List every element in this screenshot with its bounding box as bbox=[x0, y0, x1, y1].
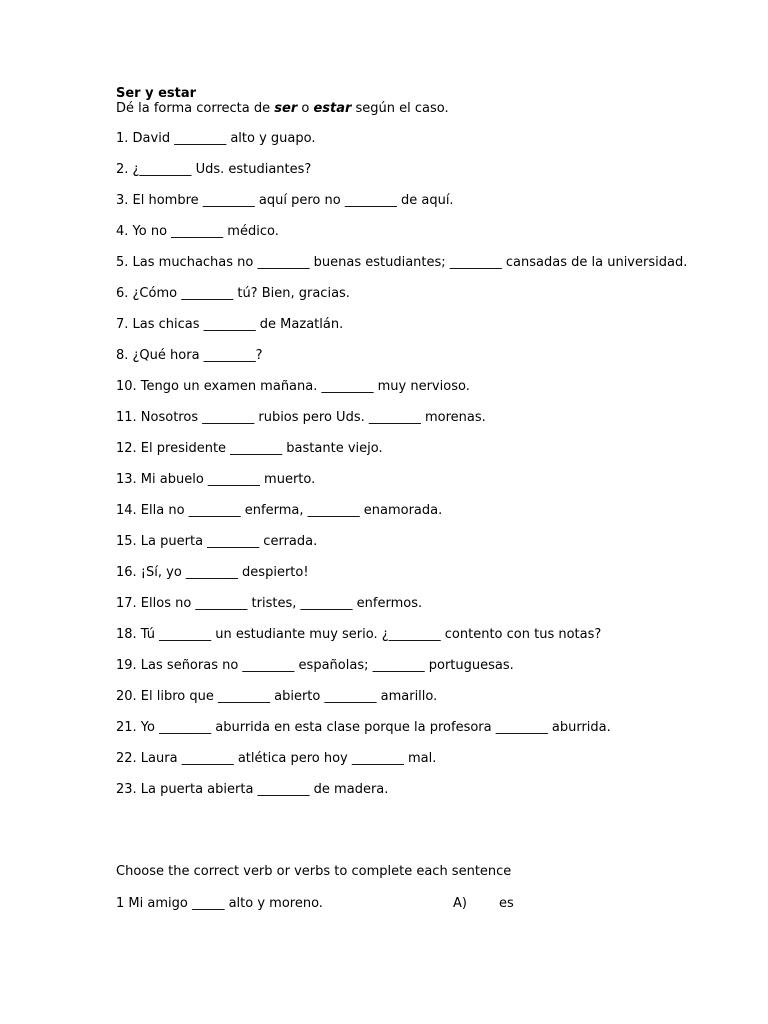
exercise-item-3: 3. El hombre ________ aquí pero no ________ de aquí. bbox=[116, 193, 454, 208]
exercise-list bbox=[116, 132, 716, 797]
exercise-item-23: 23. La puerta abierta ________ de madera. bbox=[116, 782, 389, 797]
exercise-item-1: 1. David ________ alto y guapo. bbox=[116, 131, 316, 146]
exercise-item-16: 16. ¡Sí, yo ________ despierto! bbox=[116, 565, 309, 580]
multiple-choice-section bbox=[116, 864, 716, 911]
instructions-prefix: Dé la forma correcta de bbox=[116, 101, 275, 116]
exercise-item-20: 20. El libro que ________ abierto ________ amarillo. bbox=[116, 689, 438, 704]
exercise-item-18: 18. Tú ________ un estudiante muy serio. ¿________ contento con tus notas? bbox=[116, 627, 602, 642]
exercise-item-5: 5. Las muchachas no ________ buenas estudiantes; ________ cansadas de la universidad. bbox=[116, 255, 688, 270]
exercise-item-2: 2. ¿________ Uds. estudiantes? bbox=[116, 162, 312, 177]
worksheet-title: Ser y estar bbox=[116, 86, 197, 101]
exercise-item-6: 6. ¿Cómo ________ tú? Bien, gracias. bbox=[116, 286, 350, 301]
exercise-item-15: 15. La puerta ________ cerrada. bbox=[116, 534, 318, 549]
worksheet bbox=[116, 86, 716, 814]
exercise-item-19: 19. Las señoras no ________ españolas; ________ portuguesas. bbox=[116, 658, 514, 673]
exercise-item-22: 22. Laura ________ atlética pero hoy ________ mal. bbox=[116, 751, 437, 766]
option-text-a: es bbox=[499, 896, 514, 911]
multiple-choice-question-1 bbox=[116, 896, 716, 911]
exercise-item-14: 14. Ella no ________ enferma, ________ enamorada. bbox=[116, 503, 443, 518]
instructions bbox=[116, 101, 716, 116]
exercise-item-17: 17. Ellos no ________ tristes, ________ enfermos. bbox=[116, 596, 423, 611]
exercise-item-7: 7. Las chicas ________ de Mazatlán. bbox=[116, 317, 344, 332]
instructions-ser: ser bbox=[274, 101, 298, 116]
exercise-item-8: 8. ¿Qué hora ________? bbox=[116, 348, 263, 363]
question-text: 1 Mi amigo _____ alto y moreno. bbox=[116, 896, 323, 911]
exercise-item-10: 10. Tengo un examen mañana. ________ muy nervioso. bbox=[116, 379, 470, 394]
exercise-item-11: 11. Nosotros ________ rubios pero Uds. ________ morenas. bbox=[116, 410, 486, 425]
instructions-estar: estar bbox=[313, 101, 352, 116]
exercise-item-12: 12. El presidente ________ bastante viejo. bbox=[116, 441, 383, 456]
exercise-item-4: 4. Yo no ________ médico. bbox=[116, 224, 279, 239]
option-letter-a: A) bbox=[453, 896, 467, 911]
exercise-item-13: 13. Mi abuelo ________ muerto. bbox=[116, 472, 316, 487]
instructions-o: o bbox=[297, 101, 314, 116]
multiple-choice-prompt: Choose the correct verb or verbs to complete each sentence bbox=[116, 864, 512, 879]
exercise-item-21: 21. Yo ________ aburrida en esta clase porque la profesora ________ aburrida. bbox=[116, 720, 611, 735]
instructions-suffix: según el caso. bbox=[351, 101, 449, 116]
